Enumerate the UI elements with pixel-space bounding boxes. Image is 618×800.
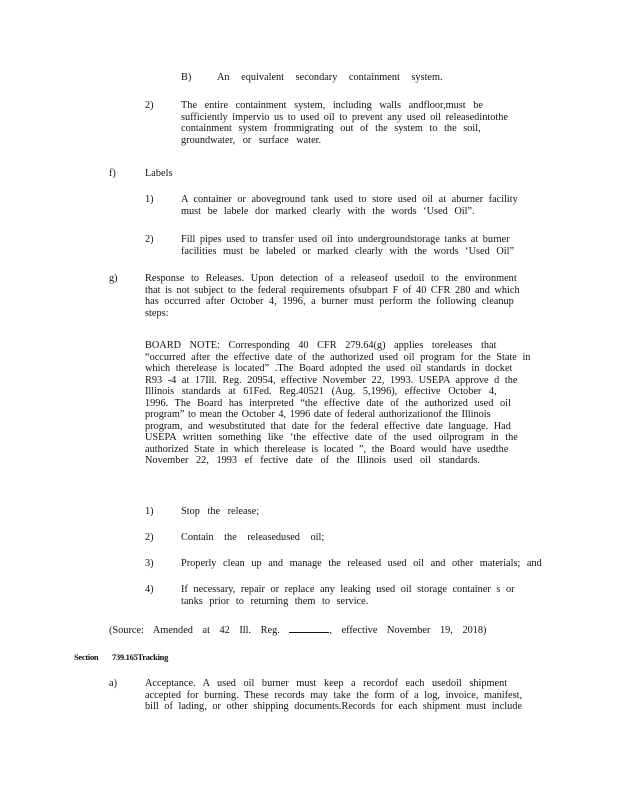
text-line: A container or aboveground tank used to store used oil at aburner facility [181, 194, 518, 205]
heading-labels: Labels [145, 168, 173, 179]
step-label: 1) [145, 506, 154, 517]
text-line: Fill pipes used to transfer used oil into undergroundstorage tanks at burner [181, 234, 510, 245]
paragraph-e2 [181, 100, 519, 146]
source-note [109, 623, 486, 637]
text-line: groundwater, or surface water. [181, 134, 322, 146]
text-line: has occurred after October 4, 1996, a burner must perform the following cleanup [145, 296, 514, 307]
text-line: bill of lading, or other shipping documents.Records for each shipment must include [145, 701, 523, 712]
text-line: USEPA written something like ‘the effective date of the used oilprogram in the [145, 432, 518, 443]
text-line: facilities must be labeled or marked clearly with the words ‘Used Oil” [181, 245, 515, 257]
item-label-f1: 1) [145, 194, 154, 205]
step-label: 2) [145, 532, 154, 543]
text-line: The entire containment system, including walls andfloor,must be [181, 100, 483, 111]
text-line: sufficiently impervio us to used oil to prevent any used oil releasedintothe [181, 111, 508, 123]
paragraph-a [145, 678, 545, 713]
text-line: steps: [145, 307, 169, 319]
text-line: containment system frommigrating out of the system to the soil, [181, 123, 481, 134]
paragraph-g [145, 273, 545, 319]
text-line: tanks prior to returning them to service. [181, 595, 369, 607]
text-line: which therelease is located” .The Board adopted the used oil standards in docket [145, 363, 513, 374]
paragraph-f1 [181, 194, 526, 217]
text-line: “occurred after the effective date of the authorized used oil program for the State in [145, 351, 531, 363]
source-text: , effective November 19, 2018) [329, 625, 487, 636]
text-line: program” to mean the October 4, 1996 date of federal authorizationof the Illinois [145, 409, 491, 420]
text-line: Illinois standards at 61Fed. Reg.40521 (Aug. 5,1996), effective October 4, [145, 386, 497, 397]
paragraph-f2 [181, 234, 533, 257]
item-label-b: B) [181, 72, 192, 83]
step-text: Contain the releasedused oil; [181, 532, 325, 543]
text-line: that is not subject to the federal requirements ofsubpart F of 40 CFR 280 and which [145, 284, 520, 296]
text-line: November 22, 1993 ef fective date of the Illinois used oil standards. [145, 455, 480, 466]
text-line: authorized State in which therelease is located ”, the Board would have usedthe [145, 443, 509, 455]
text-line: program, and wesubstituted that date for the federal effective date language. Had [145, 420, 511, 432]
step-text [181, 584, 521, 607]
item-label-f: f) [109, 168, 116, 179]
section-title: 739.165Tracking [112, 652, 169, 662]
source-text: (Source: Amended at 42 Ill. Reg. [109, 625, 280, 636]
item-text-b: An equivalent secondary containment system. [217, 72, 443, 83]
item-label-e2: 2) [145, 100, 154, 111]
step-text: Properly clean up and manage the released used oil and other materials; and [181, 558, 542, 569]
step-label: 3) [145, 558, 154, 569]
text-line: If necessary, repair or replace any leaking used oil storage container s or [181, 584, 515, 595]
text-line: accepted for burning. These records may take the form of a log, invoice, manifest, [145, 689, 523, 701]
item-label-a: a) [109, 678, 117, 689]
text-line: must be labele dor marked clearly with the words ‘Used Oil”. [181, 205, 475, 217]
item-label-f2: 2) [145, 234, 154, 245]
step-label: 4) [145, 584, 154, 595]
text-line: Acceptance. A used oil burner must keep a recordof each usedoil shipment [145, 678, 508, 689]
text-line: Response to Releases. Upon detection of a releaseof usedoil to the environment [145, 273, 517, 284]
blank-line [289, 623, 329, 633]
item-label-g: g) [109, 273, 118, 284]
text-line: R93 -4 at 17Ill. Reg. 20954, effective November 22, 1993. USEPA approve d the [145, 374, 518, 386]
text-line: BOARD NOTE: Corresponding 40 CFR 279.64(g) applies toreleases that [145, 340, 497, 351]
text-line: 1996. The Board has interpreted “the effective date of the authorized used oil [145, 397, 511, 409]
section-label: Section [74, 652, 99, 662]
board-note [145, 340, 545, 467]
step-text: Stop the release; [181, 506, 260, 517]
